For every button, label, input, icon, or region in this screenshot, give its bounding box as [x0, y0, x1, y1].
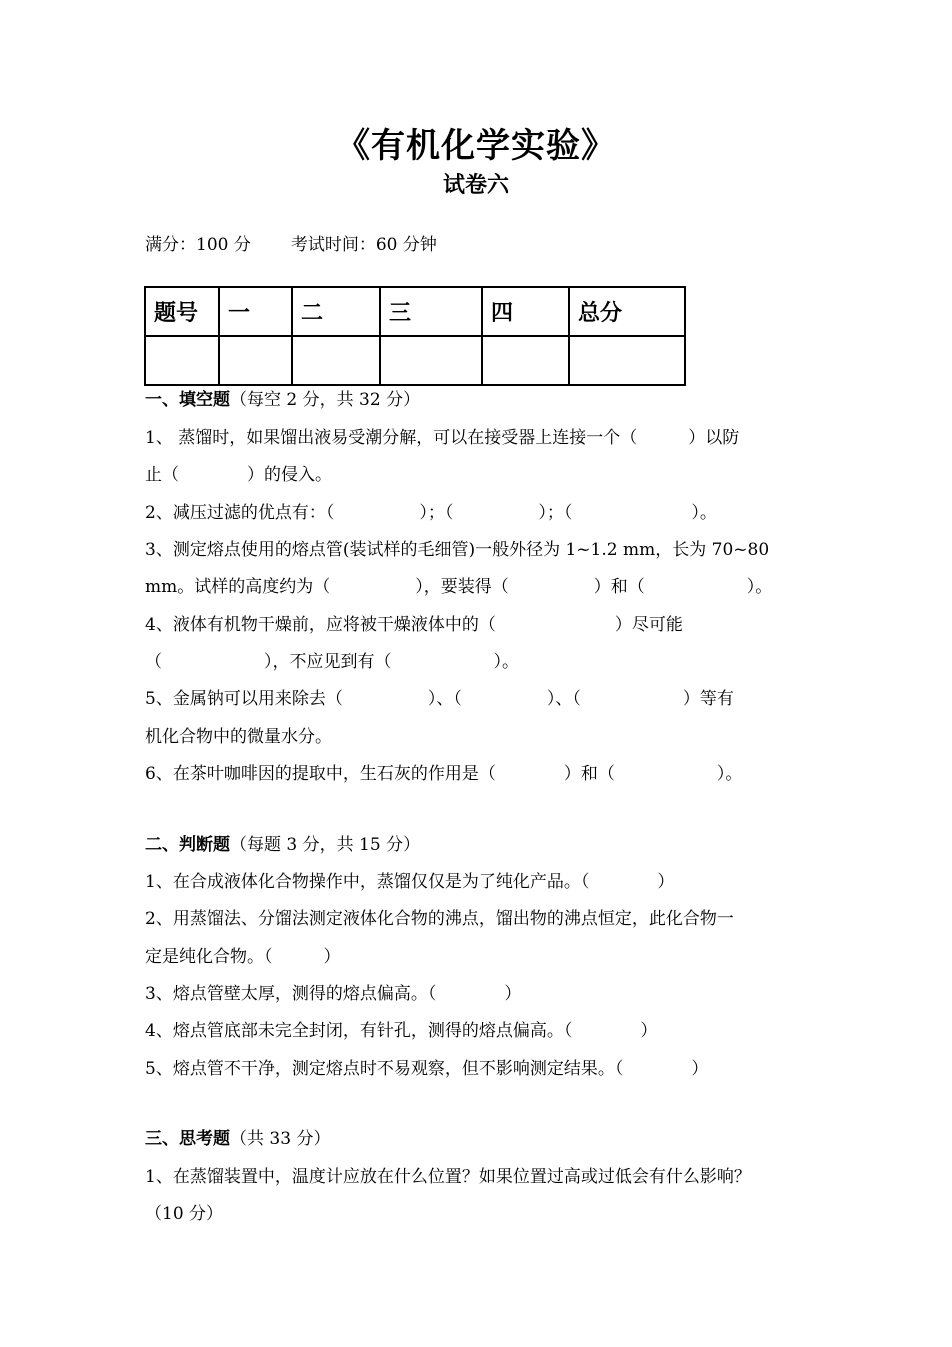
- score-value-cell[interactable]: [219, 336, 292, 385]
- section1-heading-line: [145, 390, 420, 410]
- section1-line: 1、 蒸馏时，如果馏出液易受潮分解，可以在接受器上连接一个（ ）以防: [145, 428, 740, 448]
- section2-line: 定是纯化合物。（ ）: [145, 947, 341, 967]
- section1-line: mm。试样的高度约为（ ），要装得（ ）和（ ）。: [145, 577, 773, 597]
- score-value-cell[interactable]: [569, 336, 685, 385]
- section1-line: 5、金属钠可以用来除去（ ）、（ ）、（ ）等有: [145, 689, 734, 709]
- section3-heading-line: [145, 1129, 330, 1149]
- section3-heading: 三、思考题: [145, 1129, 230, 1149]
- section1-line: 机化合物中的微量水分。: [145, 727, 332, 747]
- score-header-cell: 总分: [569, 287, 685, 336]
- section1-line: 止（ ）的侵入。: [145, 465, 332, 485]
- section3-note: （共 33 分）: [230, 1129, 331, 1149]
- section1-line: （ ），不应见到有（ ）。: [145, 652, 519, 672]
- section1-line: 4、液体有机物干燥前，应将被干燥液体中的（ ）尽可能: [145, 615, 683, 635]
- section2-line: 4、熔点管底部未完全封闭，有针孔，测得的熔点偏高。（ ）: [145, 1021, 658, 1041]
- section2-line: 2、用蒸馏法、分馏法测定液体化合物的沸点，馏出物的沸点恒定，此化合物一: [145, 909, 734, 929]
- score-table-header-row: [145, 287, 685, 336]
- exam-time: 考试时间：60 分钟: [290, 235, 437, 255]
- score-header-cell: 四: [482, 287, 569, 336]
- score-table-value-row: [145, 336, 685, 385]
- score-value-cell[interactable]: [145, 336, 219, 385]
- section3-line: 1、在蒸馏装置中，温度计应放在什么位置？如果位置过高或过低会有什么影响？: [145, 1167, 751, 1187]
- section1-line: 3、测定熔点使用的熔点管(装试样的毛细管)一般外径为 1~1.2 mm，长为 70~80: [145, 540, 770, 560]
- section2-line: 1、在合成液体化合物操作中，蒸馏仅仅是为了纯化产品。（ ）: [145, 872, 675, 892]
- section1-heading: 一、填空题: [145, 390, 230, 410]
- score-header-cell: 二: [292, 287, 380, 336]
- score-value-cell[interactable]: [380, 336, 482, 385]
- score-header-cell: 题号: [145, 287, 219, 336]
- section3-line: （10 分）: [145, 1204, 224, 1224]
- section1-note: （每空 2 分，共 32 分）: [230, 390, 421, 410]
- exam-subtitle: 试卷六: [442, 172, 509, 198]
- section2-note: （每题 3 分，共 15 分）: [230, 835, 421, 855]
- score-header-cell: 三: [380, 287, 482, 336]
- score-header-cell: 一: [219, 287, 292, 336]
- section1-line: 6、在茶叶咖啡因的提取中，生石灰的作用是（ ）和（ ）。: [145, 764, 743, 784]
- score-table: [144, 286, 686, 386]
- section1-line: 2、减压过滤的优点有：（ ）；（ ）；（ ）。: [145, 503, 717, 523]
- section2-line: 3、熔点管壁太厚，测得的熔点偏高。（ ）: [145, 984, 522, 1004]
- section2-heading: 二、判断题: [145, 835, 230, 855]
- full-score: 满分：100 分: [145, 235, 251, 255]
- exam-title: 《有机化学实验》: [336, 126, 616, 166]
- score-value-cell[interactable]: [482, 336, 569, 385]
- exam-meta: [145, 230, 437, 255]
- section2-heading-line: [145, 835, 420, 855]
- section2-line: 5、熔点管不干净，测定熔点时不易观察，但不影响测定结果。（ ）: [145, 1059, 709, 1079]
- score-value-cell[interactable]: [292, 336, 380, 385]
